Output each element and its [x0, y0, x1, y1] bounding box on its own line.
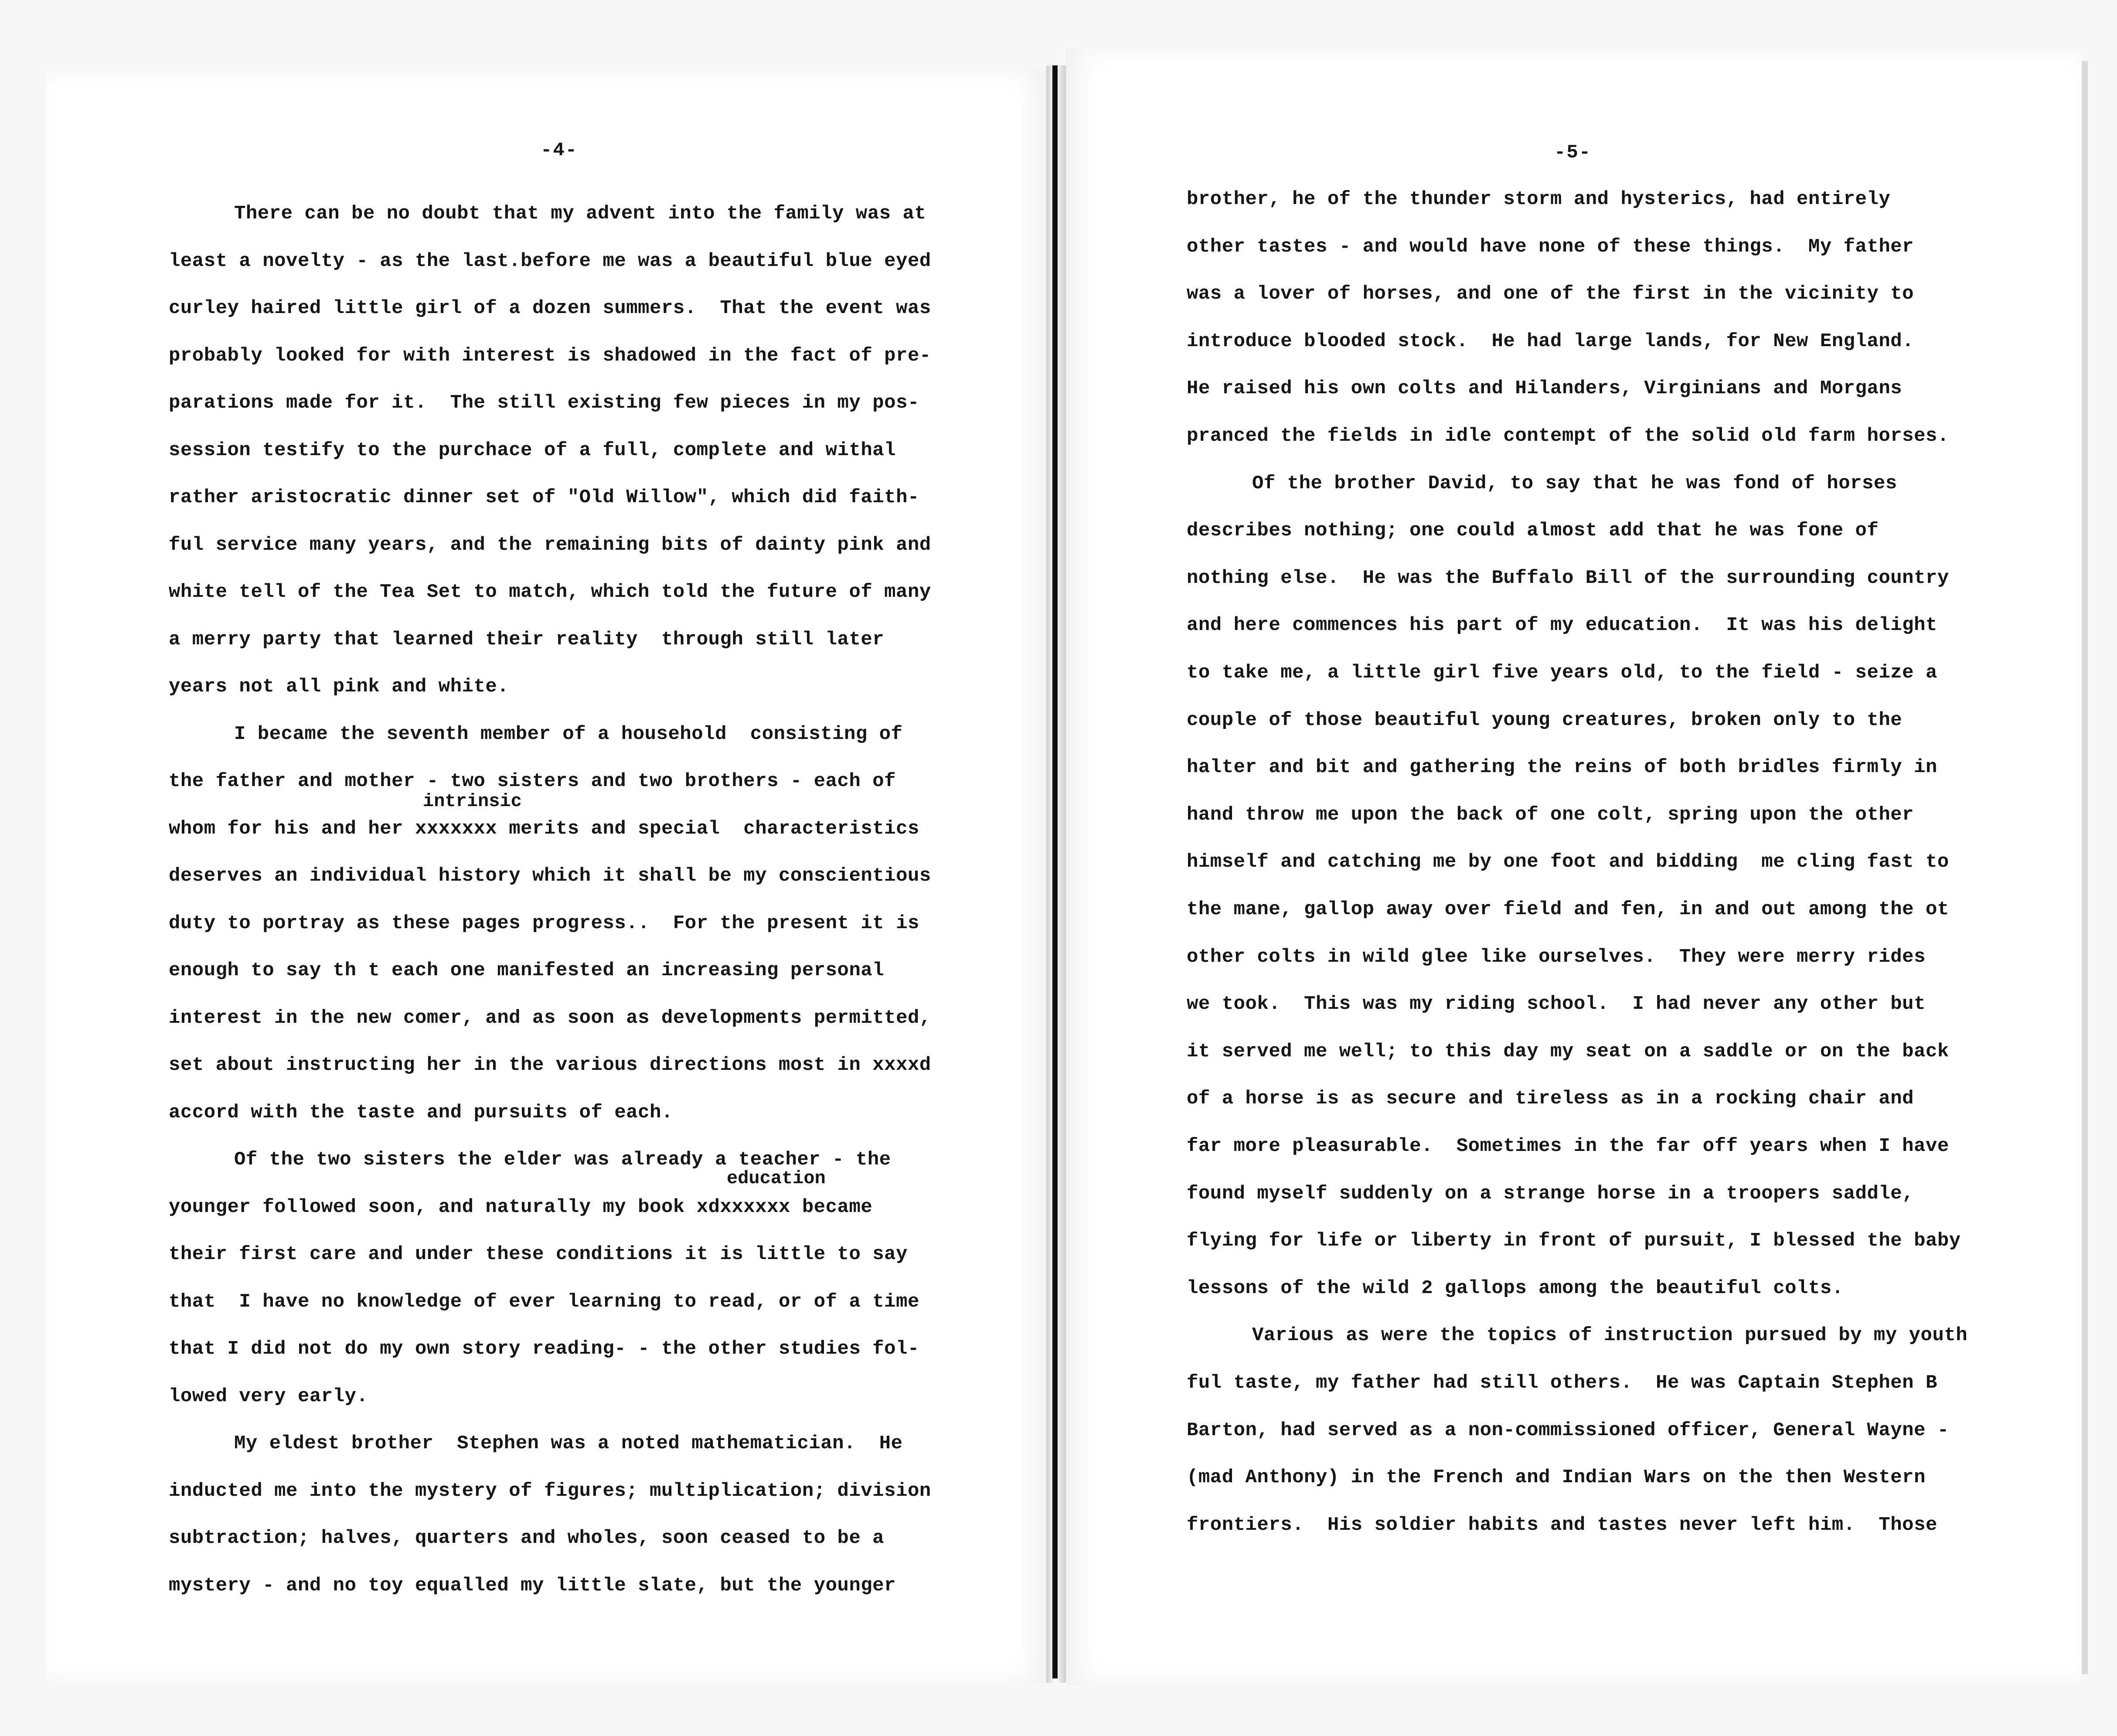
- text-line: session testify to the purchace of a full, complete and withal: [169, 439, 896, 461]
- text-line: couple of those beautiful young creatures, broken only to the: [1187, 709, 1903, 731]
- text-line: introduce blooded stock. He had large lands, for New England.: [1187, 330, 1914, 352]
- text-line: a merry party that learned their reality through still later: [169, 628, 885, 650]
- text-line: Barton, had served as a non-commissioned officer, General Wayne -: [1187, 1419, 1949, 1441]
- text-line: it served me well; to this day my seat on a saddle or on the back: [1187, 1040, 1949, 1062]
- text-line: parations made for it. The still existing few pieces in my pos-: [169, 392, 919, 414]
- text-line: that I have no knowledge of ever learning to read, or of a time: [169, 1290, 919, 1313]
- text-line: frontiers. His soldier habits and tastes never left him. Those: [1187, 1514, 1937, 1536]
- text-line: ful taste, my father had still others. He was Captain Stephen B: [1187, 1372, 1937, 1394]
- text-line: the mane, gallop away over field and fen, in and out among the ot: [1187, 899, 1949, 920]
- text-line: (mad Anthony) in the French and Indian Wars on the then Western: [1187, 1467, 1926, 1489]
- text-line: duty to portray as these pages progress.. For the present it is: [169, 912, 919, 934]
- page-number-left: -4-: [541, 140, 578, 161]
- text-line: My eldest brother Stephen was a noted mathematician. He: [234, 1433, 903, 1454]
- text-line: Of the two sisters the elder was already a teacher - the: [234, 1149, 891, 1171]
- text-line: least a novelty - as the last.before me was a beautiful blue eyed: [169, 250, 931, 272]
- text-line: inducted me into the mystery of figures; multiplication; division: [169, 1480, 931, 1502]
- text-line: describes nothing; one could almost add that he was fone of: [1187, 520, 1879, 542]
- text-line: found myself suddenly on a strange horse in a troopers saddle,: [1187, 1182, 1914, 1205]
- text-line: subtraction; halves, quarters and wholes, soon ceased to be a: [169, 1527, 885, 1549]
- text-line: lowed very early.: [169, 1385, 368, 1407]
- text-line: accord with the taste and pursuits of each.: [169, 1101, 673, 1123]
- text-line: nothing else. He was the Buffalo Bill of the surrounding country: [1187, 567, 1949, 589]
- text-line: curley haired little girl of a dozen summers. That the event was: [169, 297, 931, 319]
- text-line: we took. This was my riding school. I had never any other but: [1187, 993, 1926, 1015]
- text-line: Of the brother David, to say that he was fond of horses: [1252, 472, 1897, 494]
- text-line: set about instructing her in the various directions most in xxxxd: [169, 1054, 931, 1076]
- text-line: years not all pink and white.: [169, 676, 509, 698]
- text-line: that I did not do my own story reading- - the other studies fol-: [169, 1338, 919, 1360]
- interlinear-insertion: intrinsic: [423, 791, 522, 812]
- text-line: There can be no doubt that my advent into the family was at: [234, 203, 926, 225]
- text-line: enough to say th t each one manifested an increasing personal: [169, 960, 885, 981]
- text-line: himself and catching me by one foot and bidding me cling fast to: [1187, 851, 1949, 873]
- text-line: younger followed soon, and naturally my book xdxxxxxx became: [169, 1196, 873, 1218]
- text-line: halter and bit and gathering the reins of both bridles firmly in: [1187, 756, 1937, 779]
- text-line: other colts in wild glee like ourselves. They were merry rides: [1187, 946, 1926, 968]
- text-line: flying for life or liberty in front of pursuit, I blessed the baby: [1187, 1230, 1961, 1252]
- text-line: probably looked for with interest is shadowed in the fact of pre-: [169, 344, 931, 367]
- text-line: pranced the fields in idle contempt of the solid old farm horses.: [1187, 425, 1949, 447]
- spine-shadow: [1052, 65, 1058, 1678]
- text-line: rather aristocratic dinner set of "Old Willow", which did faith-: [169, 487, 919, 508]
- text-line: I became the seventh member of a household consisting of: [234, 723, 903, 745]
- text-line: He raised his own colts and Hilanders, Virginians and Morgans: [1187, 378, 1903, 400]
- text-line: deserves an individual history which it shall be my conscientious: [169, 865, 931, 887]
- text-line: interest in the new comer, and as soon as developments permitted,: [169, 1007, 931, 1029]
- text-line: whom for his and her xxxxxxx merits and special characteristics: [169, 817, 919, 840]
- interlinear-insertion: education: [727, 1168, 826, 1189]
- text-line: brother, he of the thunder storm and hysterics, had entirely: [1187, 188, 1891, 210]
- text-line: and here commences his part of my education. It was his delight: [1187, 614, 1937, 637]
- text-line: their first care and under these conditions it is little to say: [169, 1243, 908, 1265]
- text-line: white tell of the Tea Set to match, which told the future of many: [169, 581, 931, 603]
- text-line: other tastes - and would have none of these things. My father: [1187, 235, 1914, 258]
- text-line: hand throw me upon the back of one colt, spring upon the other: [1187, 803, 1914, 826]
- page-number-right: -5-: [1554, 142, 1592, 163]
- right-page-edge: [2082, 61, 2088, 1674]
- text-line: ful service many years, and the remaining bits of dainty pink and: [169, 534, 931, 556]
- text-line: mystery - and no toy equalled my little slate, but the younger: [169, 1574, 896, 1596]
- text-line: the father and mother - two sisters and two brothers - each of: [169, 770, 896, 792]
- text-line: Various as were the topics of instruction pursued by my youth: [1252, 1324, 1968, 1347]
- text-line: far more pleasurable. Sometimes in the far off years when I have: [1187, 1135, 1949, 1157]
- text-line: was a lover of horses, and one of the first in the vicinity to: [1187, 283, 1914, 305]
- text-line: to take me, a little girl five years old, to the field - seize a: [1187, 662, 1937, 684]
- text-line: lessons of the wild 2 gallops among the beautiful colts.: [1187, 1277, 1844, 1299]
- text-line: of a horse is as secure and tireless as in a rocking chair and: [1187, 1088, 1914, 1110]
